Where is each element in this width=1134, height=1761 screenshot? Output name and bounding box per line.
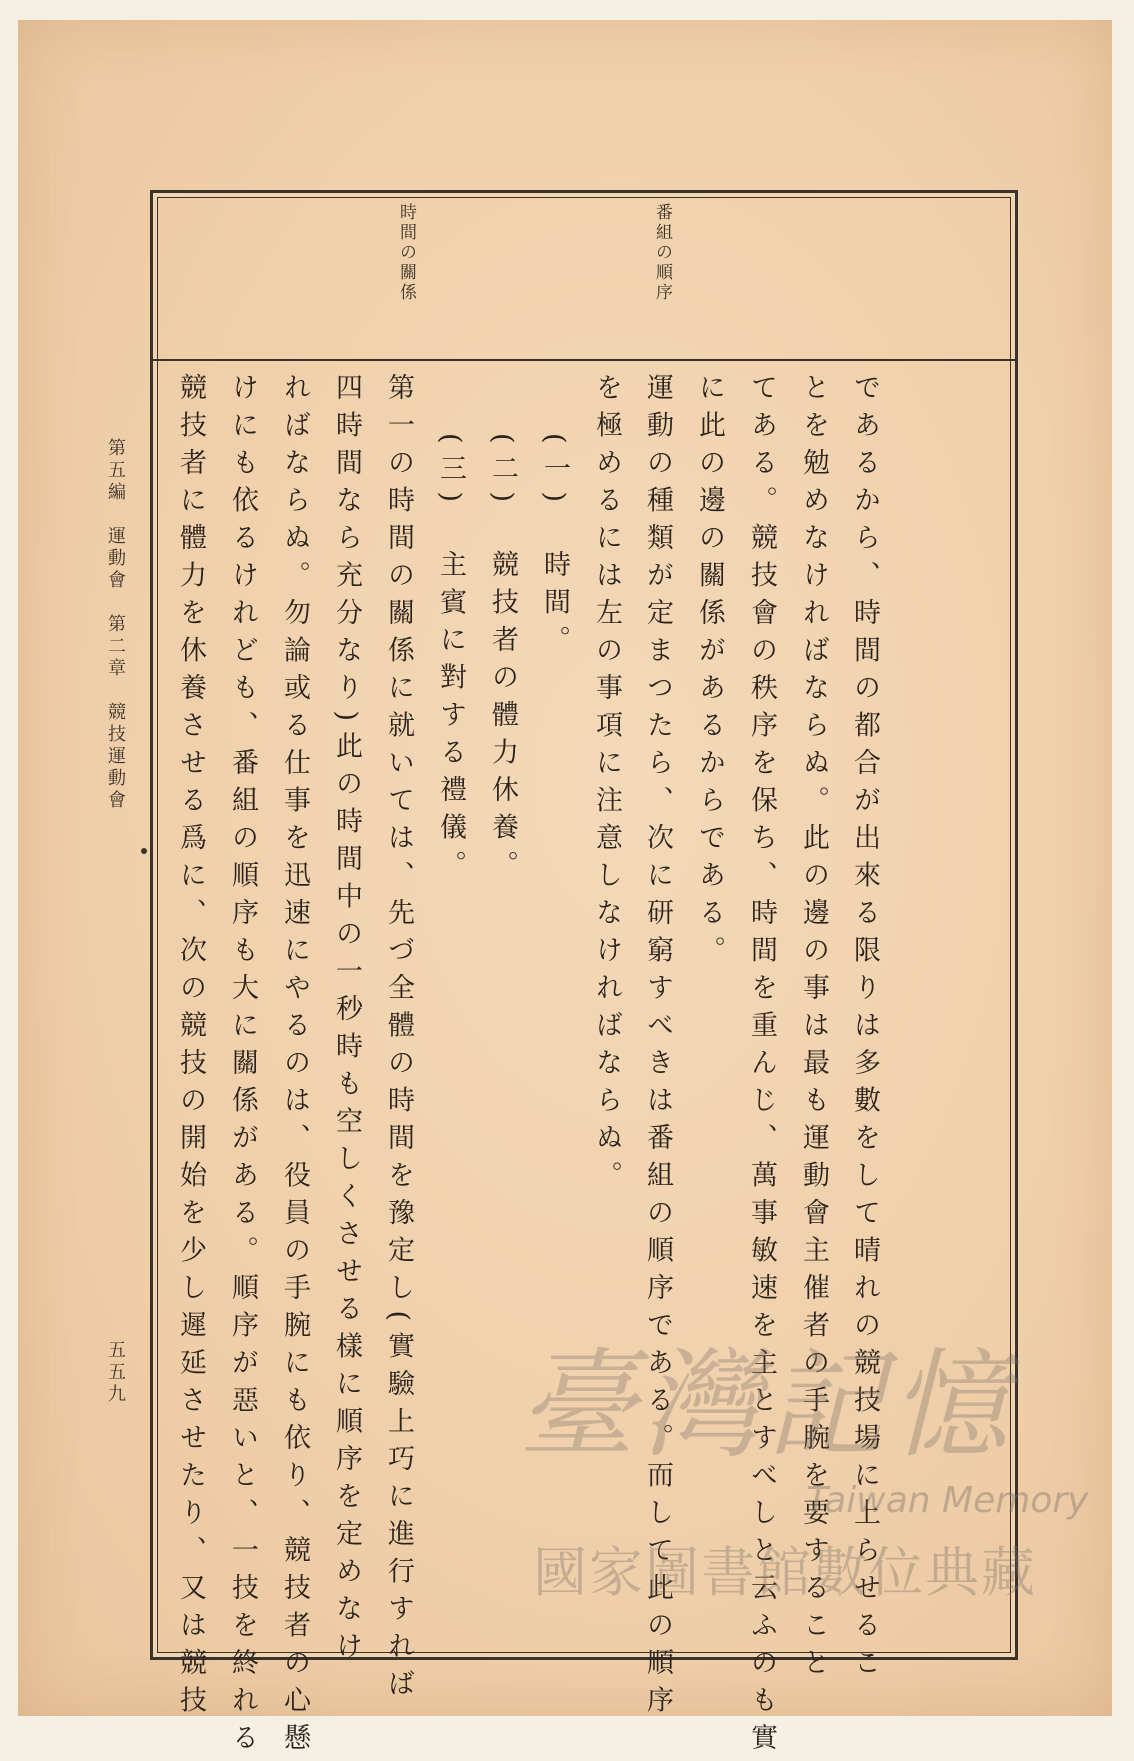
text-column-1: であるから、時間の都合が出來る限りは多數をして晴れの競技場に上らせるこ [849, 373, 880, 1686]
side-note-jikan: 時間の關係 [396, 203, 416, 303]
watermark-script: 臺灣記憶 [518, 1336, 1015, 1474]
margin-dot [141, 848, 147, 854]
text-column-5: 運動の種類が定まつたら、次に研窮すべきは番組の順序である。而して此の順序 [642, 373, 673, 1723]
list-item-2: (二) 競技者の體力休養。 [487, 433, 518, 888]
text-column-6: を極めるには左の事項に注意しなければならぬ。 [591, 373, 622, 1198]
text-column-10: 第一の時間の關係に就いては、先づ全體の時間を豫定し(實驗上巧に進行すれば [383, 373, 414, 1707]
text-column-2: とを勉めなければならぬ。此の邊の事は最も運動會主催者の手腕を要すること [798, 373, 829, 1686]
list-item-1: (一) 時間。 [539, 433, 570, 663]
watermark-english: Taiwan Memory [806, 1480, 1089, 1521]
text-column-4: に此の邊の關係があるからである。 [694, 373, 725, 973]
watermark-chinese: 國家圖書館數位典藏 [533, 1541, 1037, 1604]
text-column-12: ればならぬ。勿論或る仕事を迅速にやるのは、役員の手腕にも依り、競技者の心懸 [279, 373, 310, 1761]
running-head: 第五編 運動會 第二章 競技運動會 [105, 438, 126, 812]
page-number: 五五九 [105, 1340, 126, 1406]
list-item-3: (三) 主賓に對する禮儀。 [435, 433, 466, 888]
book-page [18, 20, 1112, 1761]
text-column-13: けにも依るけれども、番組の順序も大に關係がある。順序が惡いと、一技を終れる [227, 373, 258, 1761]
text-column-3: てある。競技會の秩序を保ち、時間を重んじ、萬事敏速を主とすべしと云ふのも實 [746, 373, 777, 1761]
text-column-11: 四時間なら充分なり)此の時間中の一秒時も空しくさせる樣に順序を定めなけ [331, 373, 362, 1670]
header-divider [153, 359, 1015, 361]
side-note-banngumi: 番組の順序 [652, 203, 672, 303]
text-column-14: 競技者に體力を休養させる爲に、次の競技の開始を少し遲延させたり、又は競技 [175, 373, 206, 1723]
